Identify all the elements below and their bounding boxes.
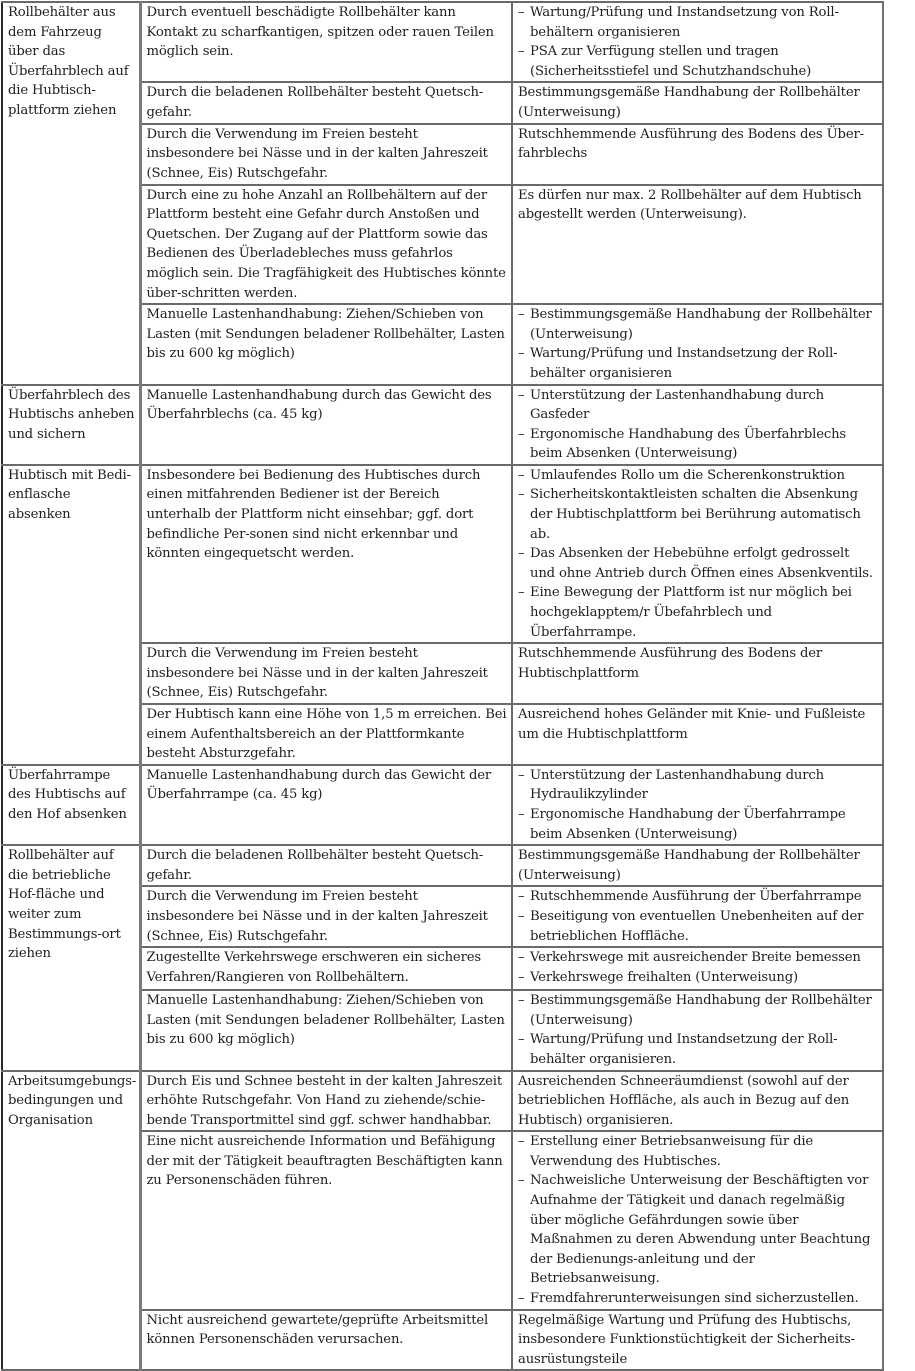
measure-cell <box>512 304 883 384</box>
measure-list-item: – Wartung/Prüfung und Instandsetzung der Roll-behälter organisieren. <box>518 1030 878 1069</box>
table-row <box>2 465 883 643</box>
measure-list <box>518 466 878 642</box>
table-body <box>2 2 883 1370</box>
risk-assessment-table <box>1 1 884 1371</box>
measure-cell <box>512 465 883 643</box>
hazard-cell: Eine nicht ausreichende Information und Befähigung der mit der Tätigkeit beauftragten Beschäftigten kann zu Personenschäden führen. <box>140 1131 512 1309</box>
measure-list-item: – Wartung/Prüfung und Instandsetzung der Roll-behälter organisieren <box>518 344 878 383</box>
task-cell: Rollbehälter auf die betriebliche Hof-fläche und weiter zum Bestimmungs-ort ziehen <box>2 845 140 1070</box>
measure-cell <box>512 947 883 990</box>
measure-cell: Ausreichend hohes Geländer mit Knie- und Fußleiste um die Hubtischplattform <box>512 704 883 765</box>
hazard-cell: Durch die beladenen Rollbehälter besteht Quetsch-gefahr. <box>140 82 512 123</box>
measure-cell: Regelmäßige Wartung und Prüfung des Hubtischs, insbesondere Funktionstüchtigkeit der Sicherheits-ausrüstungsteile <box>512 1310 883 1371</box>
hazard-cell: Durch eine zu hohe Anzahl an Rollbehältern auf der Plattform besteht eine Gefahr durch Anstoßen und Quetschen. Der Zugang auf der Plattform sowie das Bedienen des Überladebleches muss gefahrlos möglich sein. Die Tragfähigkeit des Hubtisches könnte über-schritten werden. <box>140 185 512 305</box>
measure-cell <box>512 385 883 465</box>
measure-list <box>518 1132 878 1308</box>
measure-list-item: – Wartung/Prüfung und Instandsetzung von Roll-behältern organisieren <box>518 3 878 42</box>
measure-list-item: – Beseitigung von eventuellen Unebenheiten auf der betrieblichen Hoffläche. <box>518 907 878 946</box>
measure-list-item: – Umlaufendes Rollo um die Scherenkonstruktion <box>518 466 878 486</box>
measure-list-item: – PSA zur Verfügung stellen und tragen (Sicherheitsstiefel und Schutzhandschuhe) <box>518 42 878 81</box>
hazard-cell: Durch die beladenen Rollbehälter besteht Quetsch-gefahr. <box>140 845 512 886</box>
hazard-cell: Manuelle Lastenhandhabung: Ziehen/Schieben von Lasten (mit Sendungen beladener Rollbehälter, Lasten bis zu 600 kg möglich) <box>140 304 512 384</box>
hazard-cell: Der Hubtisch kann eine Höhe von 1,5 m erreichen. Bei einem Aufenthaltsbereich an der Plattformkante besteht Absturzgefahr. <box>140 704 512 765</box>
measure-list-item: – Das Absenken der Hebebühne erfolgt gedrosselt und ohne Antrieb durch Öffnen eines Absenkventils. <box>518 544 878 583</box>
measure-cell: Bestimmungsgemäße Handhabung der Rollbehälter (Unterweisung) <box>512 845 883 886</box>
measure-list-item: – Erstellung einer Betriebsanweisung für die Verwendung des Hubtisches. <box>518 1132 878 1171</box>
measure-list-item: – Bestimmungsgemäße Handhabung der Rollbehälter (Unterweisung) <box>518 991 878 1030</box>
task-cell: Überfahrrampe des Hubtischs auf den Hof absenken <box>2 765 140 845</box>
table-row <box>2 845 883 886</box>
measure-list <box>518 991 878 1069</box>
measure-cell <box>512 886 883 947</box>
measure-list-item: – Unterstützung der Lastenhandhabung durch Hydraulikzylinder <box>518 766 878 805</box>
measure-list-item: – Fremdfahrerunterweisungen sind sicherzustellen. <box>518 1289 878 1309</box>
table-row <box>2 385 883 465</box>
task-cell: Überfahrblech des Hubtischs anheben und sichern <box>2 385 140 465</box>
hazard-cell: Durch die Verwendung im Freien besteht insbesondere bei Nässe und in der kalten Jahreszeit (Schnee, Eis) Rutschgefahr. <box>140 124 512 185</box>
hazard-cell: Insbesondere bei Bedienung des Hubtisches durch einen mitfahrenden Bediener ist der Bereich unterhalb der Plattform nicht einsehbar; ggf. dort befindliche Per-sonen sind nicht erkennbar und könnten eingequetscht werden. <box>140 465 512 643</box>
measure-list-item: – Rutschhemmende Ausführung der Überfahrrampe <box>518 887 878 907</box>
measure-cell: Ausreichenden Schneeräumdienst (sowohl auf der betrieblichen Hoffläche, als auch in Bezug auf den Hubtisch) organisieren. <box>512 1071 883 1132</box>
hazard-cell: Durch Eis und Schnee besteht in der kalten Jahreszeit erhöhte Rutschgefahr. Von Hand zu ziehende/schie-bende Transportmittel sind ggf. schwer handhabbar. <box>140 1071 512 1132</box>
measure-cell <box>512 1131 883 1309</box>
measure-cell: Rutschhemmende Ausführung des Bodens der Hubtischplattform <box>512 643 883 704</box>
measure-list-item: – Eine Bewegung der Plattform ist nur möglich bei hochgeklapptem/r Übefahrblech und Überfahrrampe. <box>518 583 878 642</box>
measure-cell: Es dürfen nur max. 2 Rollbehälter auf dem Hubtisch abgestellt werden (Unterweisung). <box>512 185 883 305</box>
measure-list <box>518 948 878 987</box>
table-row <box>2 765 883 845</box>
measure-cell <box>512 990 883 1070</box>
table-row <box>2 1071 883 1132</box>
hazard-cell: Manuelle Lastenhandhabung: Ziehen/Schieben von Lasten (mit Sendungen beladener Rollbehälter, Lasten bis zu 600 kg möglich) <box>140 990 512 1070</box>
hazard-cell: Manuelle Lastenhandhabung durch das Gewicht des Überfahrblechs (ca. 45 kg) <box>140 385 512 465</box>
measure-list-item: – Ergonomische Handhabung des Überfahrblechs beim Absenken (Unterweisung) <box>518 425 878 464</box>
hazard-cell: Durch die Verwendung im Freien besteht insbesondere bei Nässe und in der kalten Jahreszeit (Schnee, Eis) Rutschgefahr. <box>140 886 512 947</box>
measure-list-item: – Bestimmungsgemäße Handhabung der Rollbehälter (Unterweisung) <box>518 305 878 344</box>
table-row <box>2 2 883 82</box>
hazard-cell: Durch eventuell beschädigte Rollbehälter kann Kontakt zu scharfkantigen, spitzen oder rauen Teilen möglich sein. <box>140 2 512 82</box>
measure-cell: Rutschhemmende Ausführung des Bodens des Über-fahrblechs <box>512 124 883 185</box>
hazard-cell: Manuelle Lastenhandhabung durch das Gewicht der Überfahrrampe (ca. 45 kg) <box>140 765 512 845</box>
measure-cell: Bestimmungsgemäße Handhabung der Rollbehälter (Unterweisung) <box>512 82 883 123</box>
task-cell: Rollbehälter aus dem Fahrzeug über das Überfahrblech auf die Hubtisch-plattform ziehen <box>2 2 140 385</box>
measure-list-item: – Unterstützung der Lastenhandhabung durch Gasfeder <box>518 386 878 425</box>
hazard-cell: Durch die Verwendung im Freien besteht insbesondere bei Nässe und in der kalten Jahreszeit (Schnee, Eis) Rutschgefahr. <box>140 643 512 704</box>
measure-list-item: – Verkehrswege mit ausreichender Breite bemessen <box>518 948 878 968</box>
measure-list-item: – Ergonomische Handhabung der Überfahrrampe beim Absenken (Unterweisung) <box>518 805 878 844</box>
hazard-cell: Zugestellte Verkehrswege erschweren ein sicheres Verfahren/Rangieren von Rollbehältern. <box>140 947 512 990</box>
measure-cell <box>512 765 883 845</box>
measure-list-item: – Sicherheitskontaktleisten schalten die Absenkung der Hubtischplattform bei Berührung automatisch ab. <box>518 485 878 544</box>
hazard-cell: Nicht ausreichend gewartete/geprüfte Arbeitsmittel können Personenschäden verursachen. <box>140 1310 512 1371</box>
measure-list <box>518 3 878 81</box>
measure-list-item: – Nachweisliche Unterweisung der Beschäftigten vor Aufnahme der Tätigkeit und danach regelmäßig über mögliche Gefährdungen sowie über Maßnahmen zu deren Abwendung unter Beachtung der Bedienungs-anleitung und der Betriebsanweisung. <box>518 1171 878 1289</box>
task-cell: Arbeitsumgebungs-bedingungen und Organisation <box>2 1071 140 1371</box>
measure-list-item: – Verkehrswege freihalten (Unterweisung) <box>518 968 878 988</box>
task-cell: Hubtisch mit Bedi-enflasche absenken <box>2 465 140 765</box>
measure-cell <box>512 2 883 82</box>
measure-list <box>518 305 878 383</box>
measure-list <box>518 386 878 464</box>
measure-list <box>518 766 878 844</box>
measure-list <box>518 887 878 946</box>
